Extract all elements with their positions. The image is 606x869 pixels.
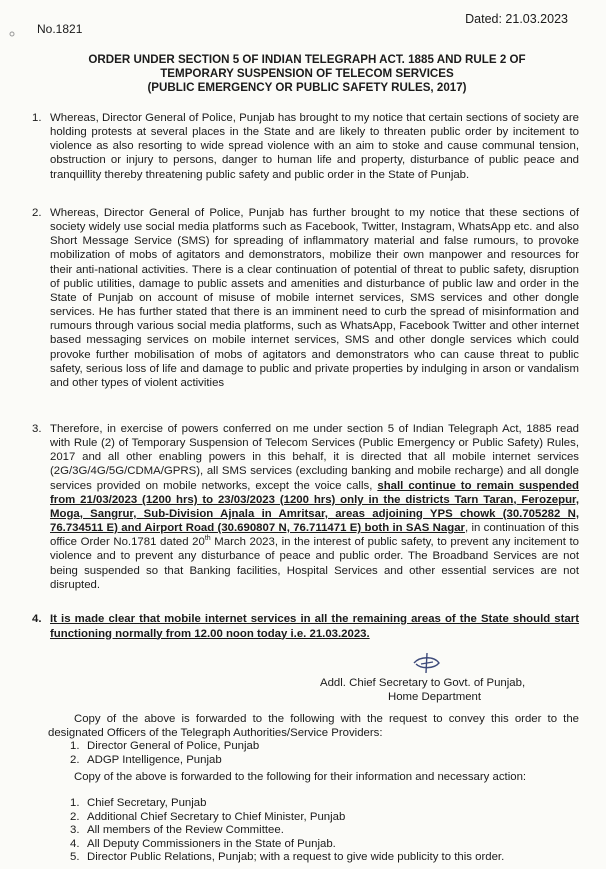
suspension-directive: shall continue to remain suspended from 21/03/2023 (1200 hrs) to 23/03/2023 (1200 hrs) only in the districts Tarn Taran, Ferozepur, Moga, Sangrur, Sub-Division Ajnala in Amritsar, areas adjoining YPS chowk (30.705282 N, 76.734511 E) and Airport Road (30.690807 N, 76.711471 E) both in SAS Nagar bbox=[50, 479, 579, 535]
paragraph-text: Therefore, in exercise of powers conferred on me under section 5 of Indian Telegraph Act, 1885 read with Rule (2) of Temporary Suspension of Telecom Services (Public Emergency or Public Safety) Rules, 2017 and all other enabling powers in this behalf, it is directed that all mobile internet services (2G/3G/4G/5G/CDMA/GPRS), all SMS services (excluding banking and mobile recharge) and all dongle services provided on mobile networks, except the voice calls, bbox=[50, 423, 579, 492]
signatory-block bbox=[320, 676, 525, 704]
title-line-2: TEMPORARY SUSPENSION OF TELECOM SERVICES bbox=[160, 67, 454, 80]
paragraph-1 bbox=[32, 111, 579, 182]
order-title bbox=[40, 53, 574, 95]
paragraph-number: 1. bbox=[32, 112, 42, 124]
order-number: No.1821 bbox=[37, 22, 83, 36]
ordinal-suffix: th bbox=[204, 535, 211, 543]
list-item-number: 2. bbox=[70, 753, 80, 766]
recipient-list-2 bbox=[70, 797, 504, 865]
recipient-list-1 bbox=[70, 740, 259, 767]
list-item-number: 5. bbox=[70, 851, 80, 864]
paragraph-text: March 2023, in the interest of public safety, to prevent any incitement to violence and to prevent any disturbance of peace and public order. The Broadband Services are not being suspended so that Banking facilities, Hospital Services and other essential services are not disrupted. bbox=[50, 536, 579, 591]
paragraph-3 bbox=[32, 422, 579, 592]
title-line-3: (PUBLIC EMERGENCY OR PUBLIC SAFETY RULES, 2017) bbox=[147, 81, 467, 94]
list-item bbox=[70, 797, 504, 811]
list-item-label: Additional Chief Secretary to Chief Minister, Punjab bbox=[87, 810, 346, 823]
forward-note-1 bbox=[48, 712, 579, 740]
list-item bbox=[70, 824, 504, 838]
paragraph-number: 2. bbox=[32, 207, 42, 219]
paragraph-number: 3. bbox=[32, 423, 42, 435]
list-item-label: All Deputy Commissioners in the State of Punjab. bbox=[87, 837, 336, 850]
list-item-label: Director Public Relations, Punjab; with a request to give wide publicity to this order. bbox=[87, 851, 505, 864]
signatory-designation: Addl. Chief Secretary to Govt. of Punjab, bbox=[320, 677, 526, 689]
forward-note-2 bbox=[48, 770, 579, 784]
paragraph-text: , in continuation of this office Order No.1781 dated 20 bbox=[50, 522, 579, 549]
list-item bbox=[70, 851, 504, 865]
list-item bbox=[70, 754, 259, 768]
title-line-1: ORDER UNDER SECTION 5 OF INDIAN TELEGRAPH ACT. 1885 AND RULE 2 OF bbox=[88, 53, 526, 66]
paragraph-number: 4. bbox=[32, 613, 42, 625]
list-item-label: All members of the Review Committee. bbox=[87, 824, 284, 837]
paragraph-text: Whereas, Director General of Police, Punjab has further brought to my notice that these sections of society widely use social media platforms such as Facebook, Twitter, Instagram, WhatsApp etc. and also Short Message Service (SMS) for spreading of inflammatory material and false rumours, to provoke mobilization of mobs of agitators and demonstrators, mobilize their own manpower and resources for their anti-national activities. There is a clear continuation of potential of threat to public safety, disruption of public utilities, damage to public assets and amenities and disturbance of public law and order in the State of Punjab on account of misuse of mobile internet services, SMS services and other dongle services. He has further stated that there is an imminent need to curb the spread of misinformation and rumours through various social media platforms, such as WhatsApp, Facebook Twitter and other internet based messaging services on mobile internet services, SMS and other dongle services which could provoke further mobilisation of mobs of agitators and demonstrators who can cause threat to public safety, serious loss of life and damage to public and private properties by indulging in arson or vandalism and other types of violent activities bbox=[50, 207, 579, 389]
paragraph-text: Whereas, Director General of Police, Punjab has brought to my notice that certain sections of society are holding protests at several places in the State and are likely to threaten public order by incitement to violence as also resorting to wide spread violence with an aim to stoke and cause communal tension, obstruction or injury to persons, danger to human life and property, disturbance of public peace and tranquillity thereby threatening public safety and public order in the State of Punjab. bbox=[50, 112, 579, 181]
list-item-number: 1. bbox=[70, 797, 80, 809]
list-item-number: 3. bbox=[70, 824, 80, 837]
list-item-number: 4. bbox=[70, 837, 80, 850]
list-item-label: Chief Secretary, Punjab bbox=[87, 797, 207, 809]
signatory-department: Home Department bbox=[388, 691, 482, 703]
list-item bbox=[70, 838, 504, 852]
punch-hole-mark bbox=[8, 30, 16, 38]
paragraph-4 bbox=[32, 612, 579, 641]
order-date: Dated: 21.03.2023 bbox=[465, 12, 568, 26]
paragraph-text: It is made clear that mobile internet services in all the remaining areas of the State should start functioning normally from 12.00 noon today i.e. 21.03.2023. bbox=[50, 613, 579, 640]
list-item bbox=[70, 740, 259, 754]
list-item-number: 1. bbox=[70, 740, 80, 752]
list-item-number: 2. bbox=[70, 810, 80, 823]
handwritten-signature bbox=[412, 652, 442, 674]
list-item bbox=[70, 811, 504, 825]
forward-text: Copy of the above is forwarded to the following with the request to convey this order to the designated Officers of the Telegraph Authorities/Service Providers: bbox=[48, 713, 579, 739]
list-item-label: ADGP Intelligence, Punjab bbox=[87, 753, 222, 766]
forward-text: Copy of the above is forwarded to the following for their information and necessary action: bbox=[74, 771, 527, 783]
list-item-label: Director General of Police, Punjab bbox=[87, 740, 260, 752]
paragraph-2 bbox=[32, 206, 579, 390]
